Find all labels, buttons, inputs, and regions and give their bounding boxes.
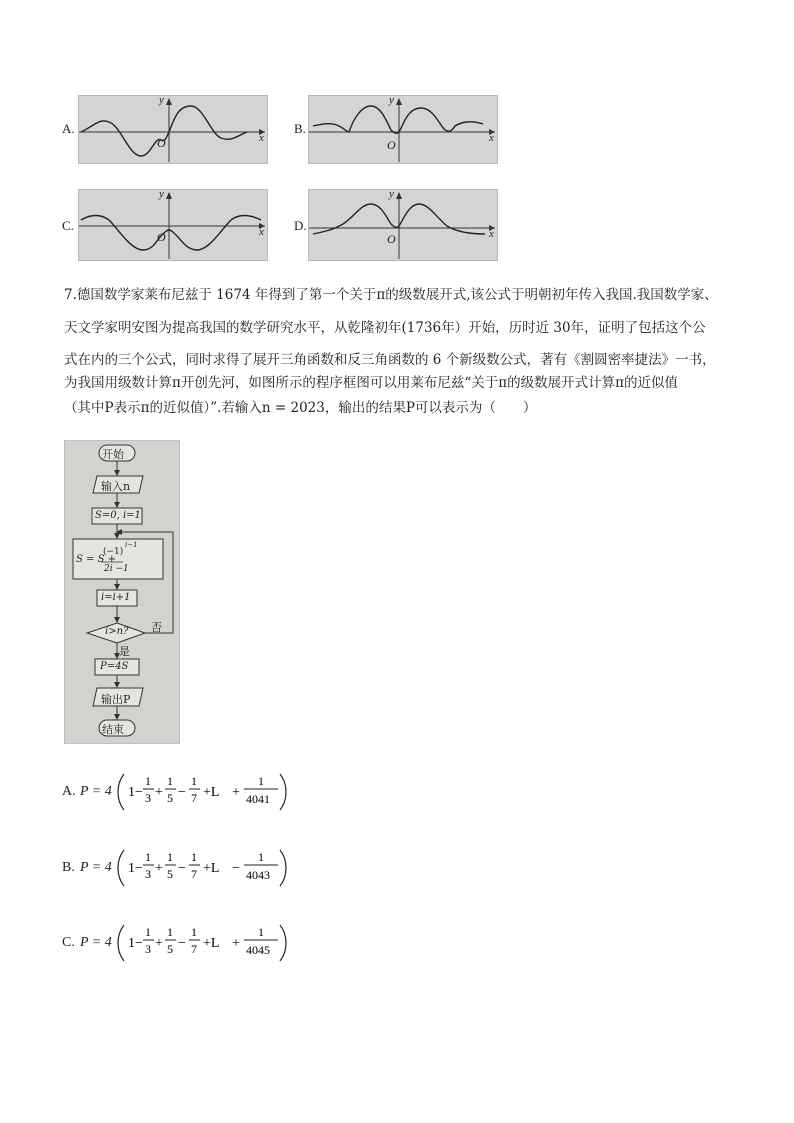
question7-line5: （其中P表示π的近似值）”.若输入n = 2023，输出的结果P可以表示为（ ）: [64, 400, 537, 416]
question7-line3: 式在内的三个公式，同时求得了展开三角函数和反三角函数的 6 个新级数公式，著有《割圆密率捷法》一书，: [64, 352, 716, 368]
graph-b: [308, 95, 498, 164]
graph-d-origin: O: [387, 232, 396, 246]
svg-text:3: 3: [145, 867, 151, 881]
graph-c: [78, 189, 268, 261]
flow-output: 输出P: [101, 693, 131, 706]
svg-text:7: 7: [191, 791, 197, 805]
flowchart: [64, 440, 180, 744]
answer-a-label: A.: [62, 784, 76, 799]
svg-text:1−: 1−: [128, 861, 143, 876]
svg-text:+L: +L: [203, 936, 220, 951]
flow-input: 输入n: [101, 480, 131, 493]
svg-text:+: +: [232, 785, 240, 800]
svg-text:+: +: [155, 861, 163, 876]
svg-text:4043: 4043: [246, 868, 270, 882]
flow-denominator: 2i −1: [104, 564, 129, 574]
svg-text:1−: 1−: [128, 785, 143, 800]
flow-increment: i=i+1: [101, 592, 131, 603]
svg-text:1: 1: [145, 850, 151, 864]
svg-text:1: 1: [191, 925, 197, 939]
graph-d: [308, 189, 498, 261]
svg-text:−: −: [178, 785, 186, 800]
svg-text:7: 7: [191, 867, 197, 881]
svg-text:1: 1: [258, 925, 264, 939]
option-d-label: D.: [294, 218, 307, 233]
graph-c-y-label: y: [159, 188, 164, 200]
flow-yes-label: 是: [119, 645, 130, 658]
graph-a-x-label: x: [259, 132, 264, 144]
answer-a-lhs: P = 4: [80, 784, 112, 799]
svg-text:+: +: [232, 936, 240, 951]
svg-text:4041: 4041: [246, 792, 270, 806]
svg-text:5: 5: [167, 867, 173, 881]
graph-a-y-label: y: [159, 94, 164, 106]
flow-update-left: S = S +: [76, 554, 116, 565]
graph-d-x-label: x: [489, 228, 494, 240]
svg-text:1: 1: [191, 774, 197, 788]
svg-text:+L: +L: [203, 785, 220, 800]
graph-c-x-label: x: [259, 226, 264, 238]
flow-condition: i>n?: [105, 626, 129, 637]
svg-text:1: 1: [167, 925, 173, 939]
graph-a: [78, 95, 268, 164]
svg-text:3: 3: [145, 942, 151, 956]
answer-c-lhs: P = 4: [80, 935, 112, 950]
svg-text:+: +: [155, 785, 163, 800]
svg-text:3: 3: [145, 791, 151, 805]
svg-text:1: 1: [258, 774, 264, 788]
graph-b-origin: O: [387, 138, 396, 152]
flow-end: 结束: [102, 723, 124, 736]
svg-text:−: −: [232, 861, 240, 876]
answer-b-series: [112, 848, 352, 888]
graph-b-y-label: y: [389, 94, 394, 106]
svg-text:1: 1: [258, 850, 264, 864]
flow-calc: P=4S: [100, 661, 129, 672]
answer-b-lhs: P = 4: [80, 860, 112, 875]
svg-text:1: 1: [145, 925, 151, 939]
option-b-label: B.: [294, 121, 306, 136]
flow-no-label: 否: [151, 621, 162, 634]
answer-a-series: [112, 772, 352, 812]
svg-text:1: 1: [145, 774, 151, 788]
svg-text:1: 1: [167, 850, 173, 864]
flow-start: 开始: [102, 448, 124, 461]
answer-b-label: B.: [62, 860, 75, 875]
svg-text:−: −: [178, 936, 186, 951]
svg-text:+L: +L: [203, 861, 220, 876]
graph-d-y-label: y: [389, 188, 394, 200]
option-c-label: C.: [62, 218, 74, 233]
svg-text:5: 5: [167, 791, 173, 805]
question7-line1: 7.德国数学家莱布尼兹于 1674 年得到了第一个关于π的级数展开式,该公式于明朝初年传入我国.我国数学家、: [64, 287, 718, 303]
svg-text:4045: 4045: [246, 943, 270, 957]
graph-c-origin: O: [157, 230, 166, 244]
svg-text:1−: 1−: [128, 936, 143, 951]
answer-c-series: [112, 923, 352, 963]
option-a-label: A.: [62, 121, 75, 136]
svg-text:5: 5: [167, 942, 173, 956]
svg-text:−: −: [178, 861, 186, 876]
question7-line4: 为我国用级数计算π开创先河，如图所示的程序框图可以用莱布尼兹“关于π的级数展开式计算π的近似值: [64, 375, 679, 391]
flow-numerator: (−1): [103, 547, 124, 557]
svg-text:+: +: [155, 936, 163, 951]
graph-a-origin: O: [157, 136, 166, 150]
flow-exponent: i−1: [125, 541, 138, 549]
svg-text:1: 1: [167, 774, 173, 788]
svg-text:1: 1: [191, 850, 197, 864]
graph-b-x-label: x: [489, 132, 494, 144]
svg-text:7: 7: [191, 942, 197, 956]
question7-line2: 天文学家明安图为提高我国的数学研究水平，从乾隆初年(1736年）开始，历时近 30年，证明了包括这个公: [64, 320, 706, 336]
answer-c-label: C.: [62, 935, 75, 950]
flow-init: S=0, i=1: [95, 510, 141, 521]
